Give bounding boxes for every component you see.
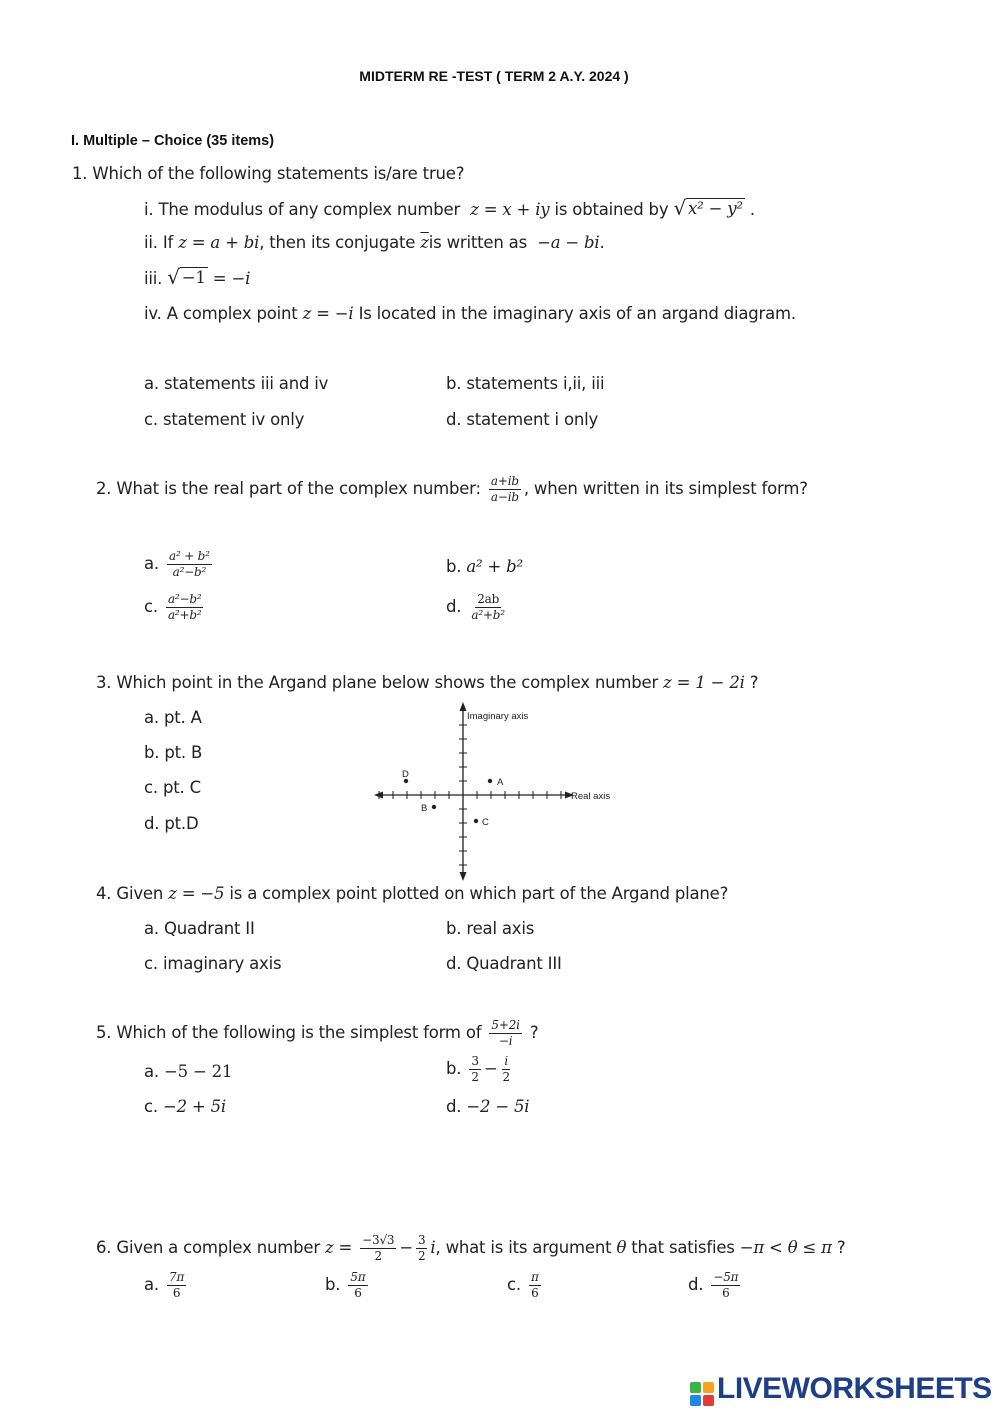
point-C-label: C: [482, 817, 489, 828]
argand-diagram: [370, 700, 630, 882]
q5-option-c[interactable]: c. −2 + 5i: [144, 1097, 226, 1116]
q4-option-d[interactable]: d. Quadrant III: [446, 954, 562, 973]
q1-option-a[interactable]: a. statements iii and iv: [144, 374, 329, 393]
q6-option-d[interactable]: d. $\frac{-5\pi}{6}$: [688, 1270, 739, 1300]
q6-option-c[interactable]: c. $\frac{\pi}{6}$: [507, 1270, 539, 1300]
imaginary-axis-top-arrow: [460, 702, 467, 711]
imaginary-axis-bottom-arrow: [460, 872, 467, 881]
q1-stem: 1. Which of the following statements is/are true?: [72, 164, 465, 183]
q3-option-d[interactable]: d. pt.D: [144, 814, 199, 833]
q5-option-d[interactable]: d. −2 − 5i: [446, 1097, 530, 1116]
point-D-label: D: [402, 769, 409, 780]
point-B-label: B: [421, 803, 428, 814]
logo-grid-icon: [690, 1382, 714, 1406]
q4-option-b[interactable]: b. real axis: [446, 919, 535, 938]
q2-option-c[interactable]: c. $\frac{\text{a²−b²}}{\text{a²+b²}}$: [144, 592, 202, 622]
q4-stem: 4. Given z = −5 is a complex point plotted on which part of the Argand plane?: [96, 884, 729, 903]
q2-option-a[interactable]: a. $\frac{\text{a² + b²}}{\text{a²−b²}}$: [144, 549, 210, 579]
q1-option-c[interactable]: c. statement iv only: [144, 410, 305, 429]
imaginary-axis-label: Imaginary axis: [467, 711, 529, 722]
page-title: MIDTERM RE -TEST ( TERM 2 A.Y. 2024 ): [359, 68, 629, 84]
q6-option-b[interactable]: b. $\frac{5\pi}{6}$: [325, 1270, 366, 1300]
q3-option-b[interactable]: b. pt. B: [144, 743, 203, 762]
q4-option-a[interactable]: a. Quadrant II: [144, 919, 255, 938]
q5-option-a[interactable]: a. −5 − 21: [144, 1062, 233, 1081]
q1-option-d[interactable]: d. statement i only: [446, 410, 599, 429]
q4-option-c[interactable]: c. imaginary axis: [144, 954, 282, 973]
q1-statement-iv: iv. A complex point z = −i Is located in the imaginary axis of an argand diagram.: [144, 304, 796, 323]
q5-option-b[interactable]: b. $\frac{3}{2}$ − $\frac{i}{2}$: [446, 1054, 510, 1084]
section-heading: I. Multiple – Choice (35 items): [71, 133, 275, 149]
q2-option-d[interactable]: d. $\frac{2ab}{\text{a²+b²}}$: [446, 592, 505, 622]
point-A-label: A: [497, 777, 504, 788]
q2-option-b[interactable]: b. a² + b²: [446, 557, 523, 576]
liveworksheets-logo: LIVEWORKSHEETS: [690, 1372, 992, 1406]
q6-stem: 6. Given a complex number z = $\frac{-3√3}{2}$ − $\frac{3}{2}$ i, what is its argument θ that satisfies −π < θ ≤ π ?: [96, 1233, 846, 1263]
q1-statement-i: i. The modulus of any complex number z = x + iy is obtained by √ x² − y² .: [144, 196, 755, 220]
q3-option-a[interactable]: a. pt. A: [144, 708, 202, 727]
point-A-dot: [488, 779, 492, 783]
q6-option-a[interactable]: a. $\frac{7\pi}{6}$: [144, 1270, 185, 1300]
q1-option-b[interactable]: b. statements i,ii, iii: [446, 374, 605, 393]
point-C-dot: [474, 819, 478, 823]
point-B-dot: [432, 805, 436, 809]
q3-stem: 3. Which point in the Argand plane below shows the complex number z = 1 − 2i ?: [96, 673, 759, 692]
q5-stem: 5. Which of the following is the simplest form of $\frac{5+2i}{-i}$ ?: [96, 1018, 539, 1048]
q2-stem: 2. What is the real part of the complex number: $\frac{a+ib}{a-ib}$ , when written in its simplest form?: [96, 474, 808, 504]
q1-statement-iii: iii. √ −1 = −i: [144, 265, 251, 289]
real-axis-label: Real axis: [571, 791, 611, 802]
q1-statement-ii: ii. If z = a + bi, then its conjugate $\overline{z}is$ written as −a − bi.: [144, 233, 605, 252]
q3-option-c[interactable]: c. pt. C: [144, 778, 201, 797]
